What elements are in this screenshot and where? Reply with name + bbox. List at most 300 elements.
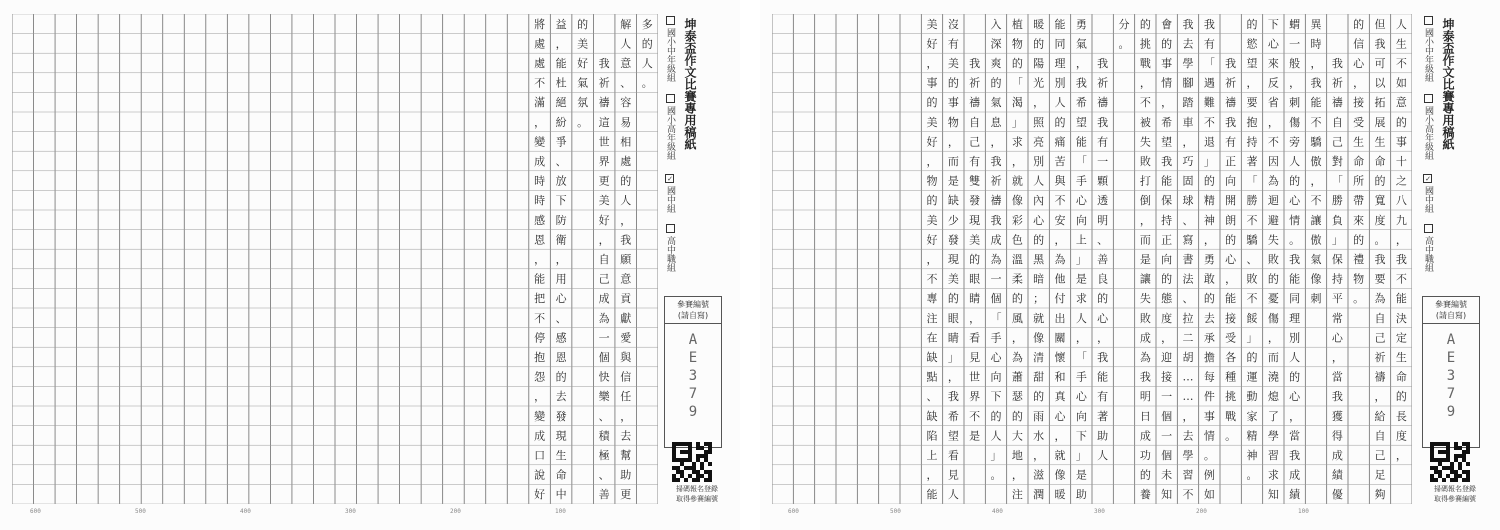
manuscript-char: 夠 [1374, 488, 1386, 502]
manuscript-char: 會 [1161, 17, 1173, 31]
manuscript-char: 的 [1353, 233, 1365, 247]
manuscript-char: 種 [1225, 370, 1237, 384]
manuscript-char: 度 [1374, 213, 1386, 227]
manuscript-char: 的 [641, 37, 653, 51]
manuscript-char: 命 [1374, 155, 1386, 168]
manuscript-char: 心 [1225, 253, 1237, 266]
manuscript-char: 己 [598, 272, 610, 286]
manuscript-char: 甜 [1033, 370, 1045, 384]
manuscript-char: 潤 [1033, 488, 1045, 502]
manuscript-char: 禱 [1331, 96, 1343, 110]
manuscript-char: 、 [1182, 213, 1194, 227]
manuscript-char: ， [1075, 331, 1087, 345]
manuscript-char: 接 [1225, 311, 1237, 325]
manuscript-char: 為 [1374, 292, 1386, 306]
category-4: 高中職組 [664, 224, 677, 272]
manuscript-char: 禱 [1374, 370, 1386, 384]
manuscript-char: ， [1310, 57, 1322, 70]
manuscript-char: 敗 [1139, 155, 1151, 168]
manuscript-char: 平 [1331, 292, 1343, 306]
manuscript-char: 生 [1395, 351, 1407, 364]
manuscript-char: 固 [1182, 174, 1194, 188]
manuscript-char: 個 [1161, 449, 1173, 462]
manuscript-char: 出 [1054, 311, 1066, 325]
manuscript-char: 物 [947, 115, 959, 129]
manuscript-char: 意 [620, 272, 632, 286]
manuscript-char: 養 [1139, 488, 1151, 502]
manuscript-char: 時 [534, 194, 546, 208]
manuscript-char: 人 [1289, 351, 1301, 364]
manuscript-char: 」 [1075, 253, 1087, 266]
manuscript-char: 物 [1011, 37, 1023, 51]
manuscript-char: 所 [1353, 174, 1365, 188]
manuscript-char: 事 [947, 96, 959, 110]
manuscript-char: 的 [1246, 17, 1258, 31]
manuscript-char: 色 [1011, 233, 1023, 247]
manuscript-char: 的 [947, 76, 959, 90]
manuscript-char: 球 [1182, 194, 1194, 208]
manuscript-char: 口 [534, 449, 546, 462]
manuscript-char: 避 [1267, 213, 1279, 227]
manuscript-char: 不 [534, 76, 546, 90]
manuscript-char: 禮 [1353, 253, 1365, 266]
manuscript-char: 受 [1353, 115, 1365, 129]
manuscript-char: 的 [1267, 272, 1279, 286]
manuscript-char: 成 [1331, 449, 1343, 462]
checkbox-checked[interactable]: ✓ [1424, 175, 1432, 183]
manuscript-char: 人 [1289, 155, 1301, 168]
manuscript-char: ， [1097, 331, 1109, 345]
manuscript-char: 能 [1225, 292, 1237, 306]
manuscript-char: 就 [1054, 449, 1066, 462]
manuscript-char: 陽 [1033, 57, 1045, 70]
manuscript-char: 同 [1054, 37, 1066, 51]
manuscript-char: 我 [990, 213, 1002, 227]
manuscript-char: 我 [1374, 253, 1386, 266]
manuscript-char: 易 [620, 115, 632, 129]
manuscript-char: 給 [1374, 409, 1386, 423]
manuscript-char: 「 [1075, 155, 1087, 168]
manuscript-char: 、 [620, 76, 632, 90]
manuscript-char: 成 [534, 155, 546, 168]
manuscript-char: 成 [990, 233, 1002, 247]
manuscript-char: 學 [1182, 57, 1194, 70]
manuscript-char: 像 [1011, 194, 1023, 208]
manuscript-char: 。 [1225, 429, 1237, 443]
manuscript-char: 人 [620, 37, 632, 51]
manuscript-char: ， [534, 390, 546, 404]
checkbox[interactable] [1424, 224, 1433, 233]
manuscript-char: 好 [534, 488, 546, 502]
manuscript-char: 一 [1097, 155, 1109, 168]
manuscript-char: 心 [555, 292, 567, 306]
manuscript-char: 付 [1054, 292, 1066, 306]
manuscript-char: 車 [1182, 115, 1194, 129]
manuscript-char: 雨 [1033, 409, 1045, 423]
manuscript-char: 把 [534, 292, 546, 306]
checkbox[interactable] [1424, 16, 1433, 25]
manuscript-char: 迎 [1161, 351, 1173, 364]
manuscript-char: 失 [1267, 233, 1279, 247]
manuscript-char: 的 [1011, 409, 1023, 423]
ruler-mark: 100 [1298, 508, 1309, 515]
manuscript-char: 是 [1075, 272, 1087, 286]
manuscript-char: ， [1246, 76, 1258, 90]
manuscript-char: 一 [598, 331, 610, 345]
manuscript-char: 敗 [1267, 253, 1279, 266]
manuscript-char: 這 [598, 115, 610, 129]
manuscript-char: 寬 [1374, 194, 1386, 208]
manuscript-char: 我 [1097, 115, 1109, 129]
manuscript-char: 我 [1289, 449, 1301, 462]
manuscript-char: 好 [926, 233, 938, 247]
manuscript-char: 我 [598, 57, 610, 70]
manuscript-char: 我 [990, 155, 1002, 168]
ruler-mark: 100 [555, 508, 566, 515]
manuscript-char: ， [947, 135, 959, 149]
manuscript-char: 「 [1331, 174, 1343, 188]
manuscript-char: 受 [1225, 331, 1237, 345]
manuscript-char: 不 [1246, 213, 1258, 227]
manuscript-char: 人 [1054, 96, 1066, 110]
manuscript-char: 求 [1011, 135, 1023, 149]
manuscript-char: ， [1225, 272, 1237, 286]
manuscript-char: 省 [1267, 96, 1279, 110]
manuscript-char: 。 [1203, 449, 1215, 462]
manuscript-char: 下 [1075, 429, 1087, 443]
manuscript-char: 迴 [1267, 194, 1279, 208]
manuscript-char: 來 [1267, 57, 1279, 70]
manuscript-char: 願 [620, 253, 632, 266]
manuscript-char: 就 [1033, 311, 1045, 325]
checkbox[interactable] [666, 224, 675, 233]
manuscript-char: 。 [1246, 468, 1258, 482]
manuscript-char: 我 [1161, 155, 1173, 168]
manuscript-char: 憂 [1267, 292, 1279, 306]
manuscript-char: 顆 [1097, 174, 1109, 188]
manuscript-char: 為 [1139, 351, 1151, 364]
manuscript-char: 」 [1331, 233, 1343, 247]
manuscript-char: 助 [620, 468, 632, 482]
manuscript-char: 像 [1054, 468, 1066, 482]
manuscript-char: 大 [1011, 429, 1023, 443]
manuscript-char: 的 [1395, 115, 1407, 129]
manuscript-char: 缺 [947, 194, 959, 208]
manuscript-char: 祈 [1331, 76, 1343, 90]
manuscript-char: 禱 [1097, 96, 1109, 110]
manuscript-char: 下 [990, 390, 1002, 404]
qr-code-icon[interactable] [1430, 442, 1470, 482]
category-3: ✓國中組 [1423, 175, 1433, 213]
manuscript-char: 信 [1353, 37, 1365, 51]
manuscript-char: 心 [1054, 409, 1066, 423]
manuscript-char: 、 [555, 155, 567, 168]
manuscript-char: 著 [1246, 155, 1258, 168]
manuscript-char: 希 [947, 409, 959, 423]
form-title: 坤泰盃作文比賽專用稿紙 [1441, 18, 1455, 150]
manuscript-char: 幫 [620, 449, 632, 462]
manuscript-char: 決 [1395, 311, 1407, 325]
manuscript-char: 不 [1395, 57, 1407, 70]
manuscript-char: 態 [1161, 292, 1173, 306]
manuscript-char: ， [1267, 331, 1279, 345]
manuscript-char: 我 [1289, 253, 1301, 266]
manuscript-char: 氛 [577, 96, 589, 110]
checkbox-checked[interactable]: ✓ [666, 175, 674, 183]
manuscript-char: 理 [1289, 311, 1301, 325]
manuscript-char: 的 [1289, 370, 1301, 384]
manuscript-char: ， [1033, 449, 1045, 462]
manuscript-char: ， [1374, 390, 1386, 404]
category-1: 國小中年級組 [1422, 16, 1435, 82]
manuscript-char: 拉 [1182, 311, 1194, 325]
manuscript-char: 注 [926, 311, 938, 325]
manuscript-char: 為 [1011, 351, 1023, 364]
manuscript-char: 正 [1161, 233, 1173, 247]
manuscript-char: 個 [990, 292, 1002, 306]
manuscript-char: 的 [1161, 37, 1173, 51]
manuscript-char: 沒 [947, 17, 959, 31]
manuscript-char: 向 [1075, 409, 1087, 423]
manuscript-char: 不 [1054, 194, 1066, 208]
manuscript-char: 是 [969, 429, 981, 443]
manuscript-char: 人 [1395, 17, 1407, 31]
manuscript-char: 得 [1331, 429, 1343, 443]
manuscript-char: 別 [1054, 76, 1066, 90]
manuscript-char: 杜 [555, 76, 567, 90]
manuscript-char: 己 [1331, 135, 1343, 149]
manuscript-char: 知 [1267, 488, 1279, 502]
manuscript-char: 、 [555, 311, 567, 325]
manuscript-char: 入 [990, 17, 1002, 31]
manuscript-char: 傲 [1310, 155, 1322, 168]
manuscript-char: 習 [1267, 449, 1279, 462]
qr-code-icon[interactable] [672, 442, 712, 482]
manuscript-char: 我 [1331, 390, 1343, 404]
manuscript-char: 我 [1097, 57, 1109, 70]
manuscript-char: 貢 [620, 292, 632, 306]
category-1: 國小中年級組 [664, 16, 677, 82]
manuscript-char: 眼 [969, 272, 981, 286]
manuscript-char: 旁 [1289, 135, 1301, 149]
checkbox[interactable] [1424, 94, 1433, 103]
left-side-panel [662, 14, 740, 514]
manuscript-char: 。 [1353, 292, 1365, 306]
manuscript-char: 、 [598, 468, 610, 482]
manuscript-char: 家 [1246, 409, 1258, 423]
manuscript-char: 的 [555, 370, 567, 384]
manuscript-char: 神 [1246, 449, 1258, 462]
manuscript-char: 人 [947, 488, 959, 502]
manuscript-char: 接 [1353, 96, 1365, 110]
manuscript-char: 生 [1374, 135, 1386, 149]
manuscript-char: 法 [1182, 272, 1194, 286]
ruler-mark: 400 [240, 508, 251, 515]
manuscript-char: ， [1011, 155, 1023, 168]
manuscript-char: 一 [1289, 37, 1301, 51]
manuscript-char: 感 [534, 213, 546, 227]
manuscript-char: 的 [1097, 292, 1109, 306]
manuscript-char: 禱 [598, 96, 610, 110]
manuscript-char: 心 [1097, 311, 1109, 325]
checkbox[interactable] [666, 94, 675, 103]
manuscript-char: 能 [1395, 292, 1407, 306]
manuscript-char: 界 [969, 390, 981, 404]
manuscript-char: 倒 [1139, 194, 1151, 208]
manuscript-char: 放 [555, 174, 567, 188]
manuscript-char: 禱 [1225, 96, 1237, 110]
manuscript-char: 我 [1395, 253, 1407, 266]
manuscript-char: 為 [1267, 174, 1279, 188]
form-title: 坤泰盃作文比賽專用稿紙 [683, 18, 697, 150]
manuscript-char: 讓 [1310, 213, 1322, 227]
manuscript-char: 、 [1246, 253, 1258, 266]
manuscript-char: 美 [926, 115, 938, 129]
manuscript-char: 的 [620, 174, 632, 188]
manuscript-char: 不 [1246, 292, 1258, 306]
manuscript-char: 成 [1139, 331, 1151, 345]
manuscript-char: 望 [947, 429, 959, 443]
manuscript-char: 發 [969, 194, 981, 208]
manuscript-char: 任 [620, 390, 632, 404]
manuscript-char: 美 [969, 233, 981, 247]
manuscript-char: ， [1161, 96, 1173, 110]
manuscript-char: 水 [1033, 429, 1045, 443]
manuscript-char: 失 [1139, 135, 1151, 149]
manuscript-char: 。 [1374, 233, 1386, 247]
manuscript-char: 保 [1331, 253, 1343, 266]
manuscript-char: 書 [1182, 253, 1194, 266]
manuscript-char: 可 [1374, 57, 1386, 70]
qr-caption: 掃碼報名登錄 取得參賽編號 [676, 485, 718, 503]
manuscript-char: 拓 [1374, 96, 1386, 110]
manuscript-char: 功 [1139, 449, 1151, 462]
manuscript-char: ， [1182, 135, 1194, 149]
manuscript-char: 手 [990, 331, 1002, 345]
manuscript-char: 己 [969, 135, 981, 149]
manuscript-char: 生 [1395, 37, 1407, 51]
entry-sublabel: (請自寫) [1435, 311, 1467, 320]
manuscript-char: 神 [1203, 213, 1215, 227]
manuscript-char: 但 [1374, 17, 1386, 31]
manuscript-char: 的 [1374, 174, 1386, 188]
manuscript-char: ， [926, 155, 938, 168]
manuscript-char: 當 [1289, 429, 1301, 443]
manuscript-char: 上 [1075, 233, 1087, 247]
manuscript-char: 展 [1374, 115, 1386, 129]
manuscript-char: 「 [1203, 57, 1215, 70]
manuscript-char: 缺 [926, 351, 938, 364]
manuscript-char: ， [1331, 351, 1343, 364]
manuscript-char: 學 [1182, 449, 1194, 462]
manuscript-char: 氣 [990, 96, 1002, 110]
manuscript-char: 去 [620, 429, 632, 443]
manuscript-char: 望 [1161, 135, 1173, 149]
manuscript-char: 為 [598, 311, 610, 325]
manuscript-char: ， [1054, 429, 1066, 443]
manuscript-char: 人 [1075, 311, 1087, 325]
manuscript-char: 能 [534, 272, 546, 286]
manuscript-char: 蝟 [1289, 17, 1301, 31]
manuscript-char: 積 [598, 429, 610, 443]
manuscript-char: ， [555, 37, 567, 51]
manuscript-char: 與 [620, 351, 632, 364]
manuscript-char: 傲 [1310, 233, 1322, 247]
manuscript-char: 的 [926, 194, 938, 208]
manuscript-char: 事 [1395, 135, 1407, 149]
entry-sublabel: (請自寫) [677, 311, 709, 320]
manuscript-char: ， [1139, 76, 1151, 90]
manuscript-char: 命 [1395, 370, 1407, 384]
manuscript-char: 意 [1395, 96, 1407, 110]
manuscript-char: 絕 [555, 96, 567, 110]
manuscript-char: 抱 [1246, 115, 1258, 129]
manuscript-char: 不 [1310, 115, 1322, 129]
manuscript-char: 去 [1182, 429, 1194, 443]
manuscript-char: 能 [926, 488, 938, 502]
manuscript-char: 情 [1161, 76, 1173, 90]
manuscript-char: 能 [1289, 272, 1301, 286]
manuscript-char: 的 [1011, 57, 1023, 70]
manuscript-char: 說 [534, 468, 546, 482]
entry-number[interactable]: AE379 [1443, 332, 1459, 422]
manuscript-char: 負 [1331, 213, 1343, 227]
manuscript-char: 世 [969, 370, 981, 384]
manuscript-char: 氣 [1310, 253, 1322, 266]
manuscript-char: 禱 [969, 96, 981, 110]
manuscript-char: 為 [1054, 253, 1066, 266]
entry-number[interactable]: AE379 [685, 332, 701, 422]
manuscript-char: 禱 [990, 194, 1002, 208]
manuscript-char: 我 [969, 57, 981, 70]
manuscript-char: 別 [1033, 155, 1045, 168]
manuscript-char: 當 [1331, 370, 1343, 384]
manuscript-char: 解 [620, 17, 632, 31]
manuscript-char: ， [598, 233, 610, 247]
manuscript-char: 深 [990, 37, 1002, 51]
manuscript-char: 黑 [1033, 253, 1045, 266]
manuscript-char: 明 [1097, 213, 1109, 227]
manuscript-char: 望 [1246, 57, 1258, 70]
manuscript-char: 擔 [1203, 351, 1215, 364]
manuscript-char: 眼 [947, 311, 959, 325]
manuscript-char: 打 [1139, 174, 1151, 188]
manuscript-char: 防 [555, 213, 567, 227]
ruler-mark: 400 [992, 508, 1003, 515]
manuscript-char: 成 [1139, 429, 1151, 443]
manuscript-char: 我 [1075, 76, 1087, 90]
manuscript-char: 感 [555, 331, 567, 345]
manuscript-char: 人 [1033, 174, 1045, 188]
manuscript-char: 精 [1203, 194, 1215, 208]
category-2: 國小高年級組 [664, 94, 677, 160]
manuscript-char: 我 [1139, 370, 1151, 384]
manuscript-char: 勝 [1331, 194, 1343, 208]
manuscript-char: 「 [990, 311, 1002, 325]
manuscript-char: 命 [1353, 155, 1365, 168]
manuscript-char: 的 [1033, 390, 1045, 404]
manuscript-char: ， [926, 253, 938, 266]
manuscript-char: 求 [1075, 292, 1087, 306]
qr-caption: 掃碼報名登錄 取得參賽編號 [1434, 485, 1476, 503]
manuscript-char: 的 [969, 253, 981, 266]
right-manuscript-grid [772, 14, 1412, 504]
manuscript-char: 學 [1267, 429, 1279, 443]
manuscript-char: 的 [1289, 174, 1301, 188]
checkbox[interactable] [666, 16, 675, 25]
manuscript-char: 爽 [990, 57, 1002, 70]
manuscript-char: 好 [926, 135, 938, 149]
